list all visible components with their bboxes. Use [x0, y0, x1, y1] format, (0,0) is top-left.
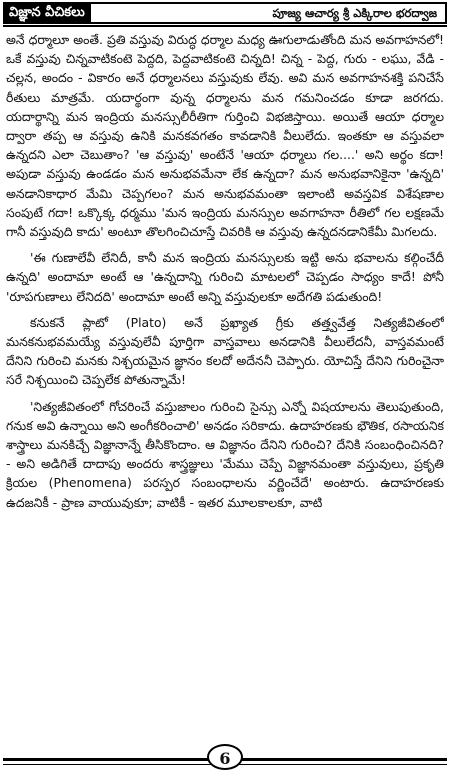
- header-rule: [3, 25, 447, 27]
- author-name: పూజ్య ఆచార్య శ్రీ ఎక్కిరాల భరద్వాజ: [91, 2, 447, 24]
- running-header: [3, 2, 447, 24]
- page-number: 6: [207, 744, 243, 770]
- paragraph-2: 'ఈ గుణాలేవీ లేనిదీ, కానీ మన ఇంద్రియ మనస్సులకు ఇట్టి అను భవాలను కల్గించేదీ ఉన్నది' అందామా అంటే ఆ 'ఉన్నదాన్ని గురించి మాటలలో చెప్పడం సాధ్యం కాదే! పోనీ 'రూపగుణాలు లేనిదది' అందామా అంటే అన్ని వస్తువులకూ అదేగతి పడుతుంది!: [6, 250, 444, 304]
- paragraph-1: అనే ధర్మాలూ అంతే. ప్రతి వస్తువు విరుద్ధ ధర్మాల మధ్య ఊగులాడుతోంది మన అవగాహనలో! ఒకే వస్తువు చిన్నవాటికంటె పెద్దది, పెద్దవాటికంటె చిన్నది! చిన్న - పెద్ద, గురు - లఘు, వేడి - చల్లన, అందం - వికారం అనే ధర్మాలనలు వస్తువుకు లేవు. అవి మన అవగాహనశక్తి పనిచేసే రీతులు మాత్రమే. యదార్థంగా వున్న ధర్మాలను మన గమనించడం కూడా జరగదు. యదార్థాన్ని మన ఇంద్రియ మనస్సులీరీతిగా గుర్తించి విభజిస్తాయి. అయితే ఆయా ధర్మాల ద్వారా తప్ప ఆ వస్తువు ఉనికి మనకవగతం కావడానికి వీలులేదు. ఇంతకూ ఆ వస్తువలా ఉన్నదని ఎలా చెబుతాం? 'ఆ వస్తువు' అంటేనే 'ఆయా ధర్మాలు గల....' అని అర్థం కదా! అపుడా వస్తువు ఉండడం మన అనుభవమేనా లేక ఉన్నదా? మన అనుభవానికైనా 'ఉన్నది' అనడానికాధార మేమి చెప్పగలం? మన అనుభవమంతా ఇలాంటి అవస్తవిక విశేషణాల సంపుటే గదా! ఒక్కొక్క ధర్మము 'మన ఇంద్రియ మనస్సుల అవగాహనా రీతిలో గల లక్షణమే గానీ వస్తువుది కాదు' అంటూ తొలగించిచూస్తే చివరికి ఆ వస్తువు ఉన్నదనడానికేమీ మిగలదు.: [6, 32, 444, 240]
- paragraph-3: కనుకనే ప్లాటో (Plato) అనే ప్రఖ్యాత గ్రీకు తత్త్వవేత్త నిత్యజీవితంలో మనకనుభవమయ్యే వస్తువులేవీ పూర్తిగా వాస్తవాలు అనడానికి వీలులేదనీ, వాస్తవమంటే దేనిని గురించి మనకు నిశ్చయమైన జ్ఞానం కలదో అదేననీ చెప్పారు. యోచిస్తే దేనిని గురించైనా సరే నిశ్చయించి చెప్పలేక పోతున్నామే!: [6, 314, 444, 388]
- page-footer: [3, 744, 447, 774]
- page-body: [6, 30, 444, 735]
- paragraph-4: 'నిత్యజీవితంలో గోచరించే వస్తుజాలం గురించి సైన్సు ఎన్నో విషయాలను తెలుపుతుంది, గనుక అవి ఉన్నాయి అని అంగీకరించాలి' అనడం సరికాదు. ఉదాహరణకు భౌతిక, రసాయనిక శాస్త్రాలు మనకిచ్చే విజ్ఞానాన్నే తీసికొందాం. ఆ విజ్ఞానం దేనిని గురించి? దేనికి సంబంధించినది? - అని అడిగితే దాదాపు అందరు శాస్త్రజ్ఞులు 'మేము చెప్పే విజ్ఞానమంతా వస్తువులు, ప్రకృతి క్రియల (Phenomena) పరస్పర సంబంధాలను వర్ణించేదే' అంటారు. ఉదాహరణకు ఉదజనికీ - ప్రాణ వాయువుకూ; వాటికీ - ఇతర మూలకాలకూ, వాటి: [6, 398, 444, 510]
- book-title: విజ్ఞాన వీచికలు: [3, 2, 91, 24]
